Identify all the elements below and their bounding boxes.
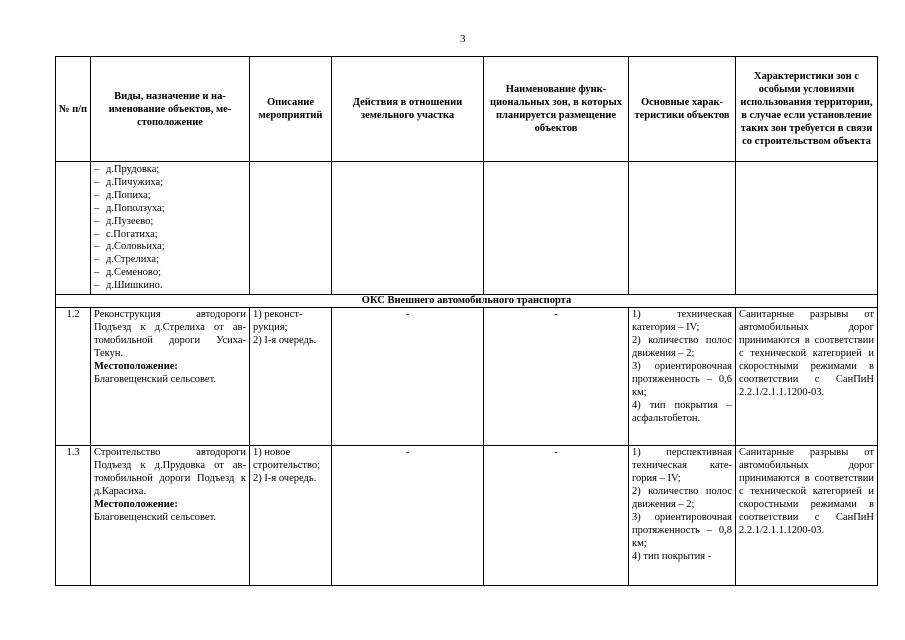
header-characteristics: Основные характеристики объектов: [629, 57, 736, 162]
location-label: Местоположение:: [94, 499, 178, 511]
list-item: – д.Соловьиха;: [94, 241, 249, 254]
list-item: – д.Прудовка;: [94, 164, 249, 177]
row-number: 1.2: [56, 308, 91, 446]
header-name: Виды, назначение и наименование объектов, местоположение: [91, 57, 250, 162]
list-item: – д.Поползуха;: [94, 203, 249, 216]
object-name: Строительство автодороги Подъезд к д.Прудовка от автомобильной дороги Подъезд к д.Карасиха.: [94, 447, 246, 498]
list-item: – д.Стрелиха;: [94, 254, 249, 267]
special-zones-cell: Санитарные разрывы от автомобильных дорог принимаются в соответствии с технической категорией и скоростными режимами в соответствии с СанПиН 2.2.1/2.1.1.1200-03.: [736, 308, 878, 446]
list-item: – д.Попиха;: [94, 190, 249, 203]
list-item: – д.Пичужиха;: [94, 177, 249, 190]
characteristics-cell: 1) перспективная техническая категория – IV; 2) количество полос движения – 2; 3) ориентировочная протяженность – 0,8 км; 4) тип покрытия -: [629, 446, 736, 586]
actions-cell: -: [332, 308, 484, 446]
header-row: [56, 57, 878, 162]
location-value: Благовещенский сельсовет.: [94, 512, 217, 524]
special-zones-cell: Санитарные разрывы от автомобильных дорог принимаются в соответствии с технической категорией и скоростными режимами в соответствии с СанПиН 2.2.1/2.1.1.1200-03.: [736, 446, 878, 586]
list-item: – д.Семеново;: [94, 267, 249, 280]
list-item: – с.Погатиха;: [94, 229, 249, 242]
header-measures: Описание мероприятий: [250, 57, 332, 162]
location-value: Благовещенский сельсовет.: [94, 374, 217, 386]
header-special-zones: Характеристики зон с особыми условиями использования территории, в случае если установление таких зон требуется в связи со строительством объекта: [736, 57, 878, 162]
header-actions: Действия в отношении земельного участка: [332, 57, 484, 162]
section-title: ОКС Внешнего автомобильного транспорта: [56, 295, 878, 308]
measures-cell: 1) новое строительство; 2) I-я очередь.: [250, 446, 332, 586]
characteristics-cell: 1) техническая категория – IV; 2) количество полос движения – 2; 3) ориентировочная протяженность – 0,6 км; 4) тип покрытия – асфальтобетон.: [629, 308, 736, 446]
header-num: № п/п: [56, 57, 91, 162]
list-item: – д.Пузеево;: [94, 216, 249, 229]
row-number: 1.3: [56, 446, 91, 586]
object-cell: [91, 446, 250, 586]
page-number: 3: [460, 33, 466, 45]
objects-table: [55, 56, 878, 586]
section-row: [56, 295, 878, 308]
object-cell: [91, 308, 250, 446]
actions-cell: -: [332, 446, 484, 586]
zones-cell: -: [484, 308, 629, 446]
zones-cell: -: [484, 446, 629, 586]
list-item: – д.Шишкино.: [94, 280, 249, 293]
continued-row: [56, 162, 878, 295]
measures-cell: 1) реконструкция; 2) I-я очередь.: [250, 308, 332, 446]
location-label: Местоположение:: [94, 361, 178, 373]
header-zones: Наименование функциональных зон, в которых планируется размещение объектов: [484, 57, 629, 162]
table-row: [56, 308, 878, 446]
table-row: [56, 446, 878, 586]
settlement-list: [91, 164, 249, 293]
object-name: Реконструкция автодороги Подъезд к д.Стрелиха от автомобильной дороги Усиха-Текун.: [94, 309, 246, 360]
